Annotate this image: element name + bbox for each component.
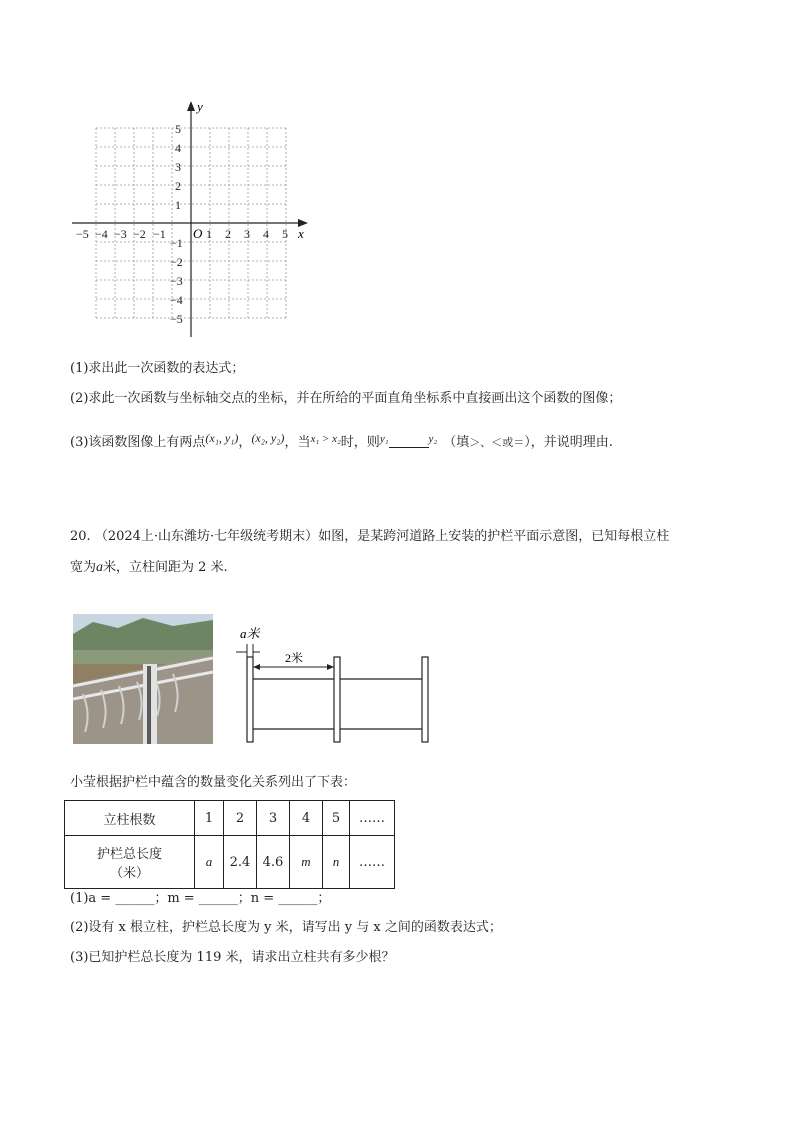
q19-part3-text-c: 时，则 — [340, 435, 380, 450]
table-cell: 4.6 — [257, 836, 290, 889]
condition: x₁ > x₂ — [310, 433, 341, 445]
data-table — [64, 800, 395, 889]
x-axis-label: x — [298, 226, 304, 241]
y-tick-label: −5 — [170, 312, 183, 326]
table-header-line1: 护栏总长度 — [96, 847, 162, 862]
table-cell: 4 — [290, 801, 323, 836]
q19-part3-text-d: （填 — [443, 435, 470, 450]
q19-part3-text-a: (3)该函数图像上有两点 — [70, 435, 206, 450]
x-tick-label: 2 — [225, 227, 231, 241]
origin-label: O — [193, 226, 203, 241]
q20-stem-1: 如图，是某跨河道路上安装的护栏平面示意图，已知每根立柱 — [318, 529, 670, 544]
table-cell: n — [323, 836, 350, 889]
table-cell: …… — [350, 801, 395, 836]
post — [334, 657, 340, 742]
y-axis-arrow — [187, 101, 195, 111]
answer-blank[interactable] — [389, 435, 429, 448]
table-cell: 2 — [224, 801, 257, 836]
y-tick-label: −2 — [170, 255, 183, 269]
q19-part2: (2)求此一次函数与坐标轴交点的坐标，并在所给的平面直角坐标系中直接画出这个函数的图像； — [70, 391, 622, 406]
table-cell: 5 — [323, 801, 350, 836]
question-source: （2024上·山东潍坊·七年级统考期末） — [94, 529, 319, 544]
coordinate-grid — [60, 95, 320, 345]
q19-part3-text-b: ，当 — [284, 435, 311, 450]
a-var: a — [96, 560, 104, 575]
x-tick-label: −1 — [153, 227, 166, 241]
x-tick-label: 5 — [282, 227, 288, 241]
point2: (x₂, y₂) — [251, 431, 285, 445]
y-tick-label: 3 — [175, 160, 181, 174]
guardrail-photo — [73, 614, 213, 744]
table-header-line2: （米） — [109, 866, 149, 881]
table-cell: …… — [350, 836, 395, 889]
x-tick-label: −4 — [95, 227, 108, 241]
q20-part3: (3)已知护栏总长度为 119 米，请求出立柱共有多少根？ — [70, 950, 395, 965]
x-tick-label: 1 — [206, 227, 212, 241]
table-cell: 3 — [257, 801, 290, 836]
table-cell: m — [290, 836, 323, 889]
gap-label: 2米 — [285, 651, 304, 665]
q20-stem-line1 — [70, 528, 669, 546]
y-tick-label: 1 — [175, 198, 181, 212]
comparison-ops: ＞、＜或＝ — [469, 436, 525, 449]
x-tick-label: −3 — [114, 227, 127, 241]
y2-var: y₂ — [428, 433, 438, 445]
table-header-cell — [65, 836, 195, 889]
point1: (x₁, y₁) — [205, 431, 239, 445]
y-axis-label: y — [197, 99, 203, 114]
q19-part3 — [70, 429, 613, 452]
x-tick-label: 4 — [263, 227, 269, 241]
table-cell: a — [195, 836, 224, 889]
q20-part1: (1)a = ______；m = ______；n = ______； — [70, 891, 331, 906]
table-header-cell: 立柱根数 — [65, 801, 195, 836]
guardrail-diagram — [228, 624, 438, 749]
question-number: 20. — [70, 529, 91, 544]
table-row — [65, 801, 395, 836]
table-cell: 2.4 — [224, 836, 257, 889]
y-tick-label: −3 — [170, 274, 183, 288]
table-intro: 小莹根据护栏中蕴含的数量变化关系列出了下表： — [70, 775, 357, 790]
x-tick-label: −5 — [76, 227, 89, 241]
table-cell: 1 — [195, 801, 224, 836]
y-tick-label: 4 — [175, 141, 181, 155]
y-tick-label: 5 — [175, 122, 181, 136]
q20-stem-line2 — [70, 559, 228, 577]
y-tick-label: −4 — [170, 293, 183, 307]
y-tick-label: 2 — [175, 179, 181, 193]
post — [247, 657, 253, 742]
x-tick-label: −2 — [133, 227, 146, 241]
post — [422, 657, 428, 742]
q19-comma: ， — [238, 435, 252, 450]
post-width-label: a米 — [240, 626, 260, 641]
q19-part3-text-e: ），并说明理由. — [524, 435, 613, 450]
q20-stem-2b: 米，立柱间距为 2 米. — [103, 560, 228, 575]
y-tick-label: −1 — [170, 236, 183, 250]
y1-var: y₁ — [379, 433, 389, 445]
q20-stem-2a: 宽为 — [70, 560, 97, 575]
table-row — [65, 836, 395, 889]
q19-part1: (1)求出此一次函数的表达式； — [70, 361, 245, 376]
x-tick-label: 3 — [244, 227, 250, 241]
q20-part2: (2)设有 x 根立柱，护栏总长度为 y 米，请写出 y 与 x 之间的函数表达式； — [70, 920, 502, 935]
